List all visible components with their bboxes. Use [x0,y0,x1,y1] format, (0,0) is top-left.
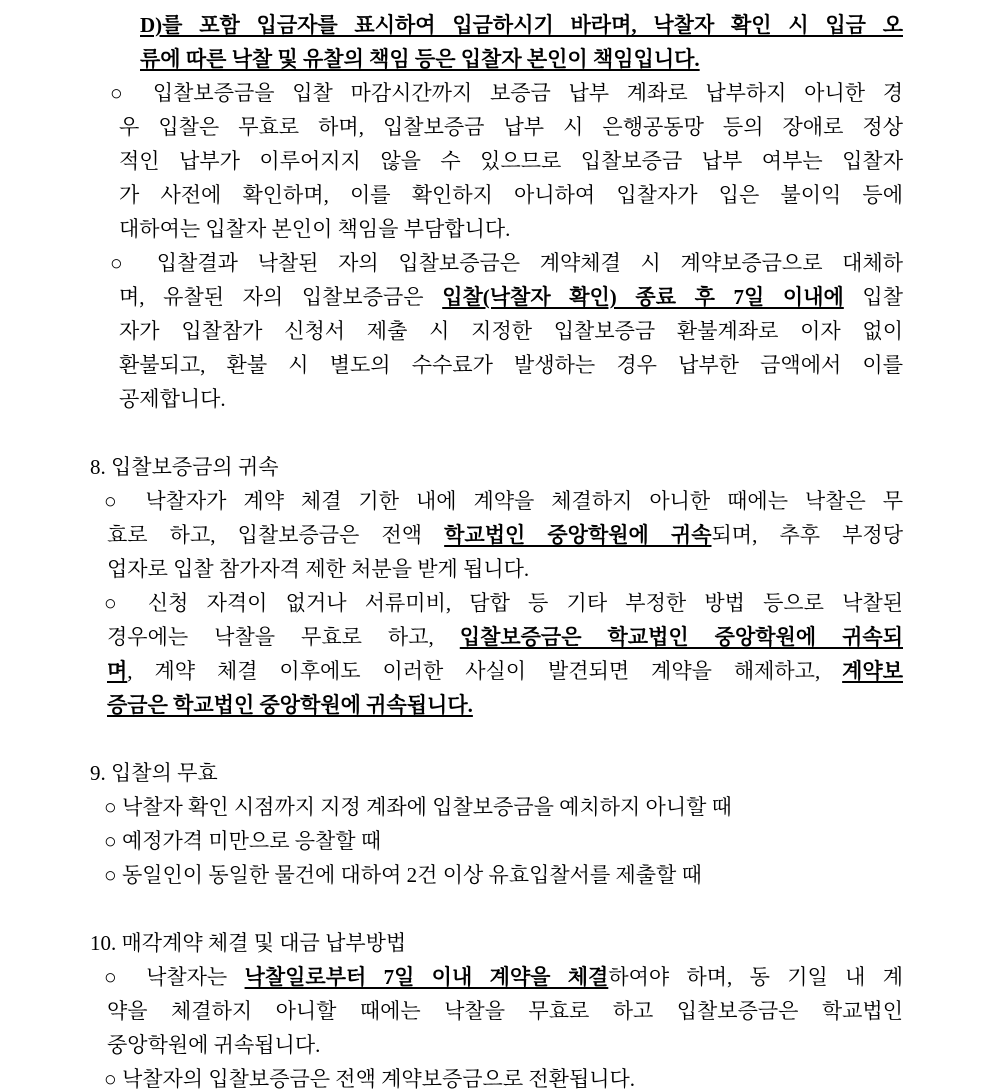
text-line [119,212,903,246]
emphasized-text-run: 낙찰일로부터 7일 이내 계약을 체결 [244,965,609,989]
text-line [119,348,903,382]
text-run: , 계약 체결 이후에도 이러한 사실이 발견되면 계약을 해제하고, [127,659,843,683]
text-run: 10. 매각계약 체결 및 대금 납부방법 [90,931,407,955]
text-run: 적인 납부가 이루어지지 않을 수 있으므로 입찰보증금 납부 여부는 입찰자 [119,149,903,173]
section-heading [90,926,903,960]
text-run: 예정가격 미만으로 응찰할 때 [121,829,382,853]
bullet-line [104,960,903,994]
emphasized-text-run: 입찰(낙찰자 확인) 종료 후 7일 이내에 [442,285,844,309]
text-run: 낙찰자가 계약 체결 기한 내에 계약을 체결하지 아니한 때에는 낙찰은 무 [145,489,903,513]
emphasized-text-run: 학교법인 중앙학원에 귀속 [444,523,712,547]
circle-bullet-icon: ○ [110,251,138,275]
text-run: 자가 입찰참가 신청서 제출 시 지정한 입찰보증금 환불계좌로 이자 없이 [119,319,903,343]
text-run: 동일인이 동일한 물건에 대하여 2건 이상 유효입찰서를 제출할 때 [121,863,702,887]
bullet-line [110,76,903,110]
text-run: 대하여는 입찰자 본인이 책임을 부담합니다. [119,217,511,241]
text-run: 입찰 [843,285,903,309]
text-run: 낙찰자는 [146,965,245,989]
blank-line [0,416,992,450]
bullet-line [104,824,903,858]
text-run: 8. 입찰보증금의 귀속 [90,455,279,479]
circle-bullet-icon: ○ [104,863,117,887]
text-run: 하여야 하며, 동 기일 내 계 [608,965,903,989]
bullet-line [104,790,903,824]
text-line [119,178,903,212]
text-run: 업자로 입찰 참가자격 제한 처분을 받게 됩니다. [107,557,530,581]
text-line [119,314,903,348]
text-line [107,994,903,1028]
circle-bullet-icon: ○ [104,795,117,819]
text-line [140,8,903,42]
text-line [119,110,903,144]
text-run: 가 사전에 확인하며, 이를 확인하지 아니하여 입찰자가 입은 불이익 등에 [119,183,903,207]
text-run: 며, 유찰된 자의 입찰보증금은 [119,285,443,309]
bullet-line [104,1062,903,1091]
section-heading [90,756,903,790]
text-line [107,688,903,722]
text-run: 9. 입찰의 무효 [90,761,218,785]
emphasized-text-run: 류에 따른 낙찰 및 유찰의 책임 등은 입찰자 본인이 책임입니다. [140,47,700,71]
text-run: 약을 체결하지 아니할 때에는 낙찰을 무효로 하고 입찰보증금은 학교법인 [107,999,903,1023]
emphasized-text-run: 계약보 [842,659,903,683]
text-run: 입찰결과 낙찰된 자의 입찰보증금은 계약체결 시 계약보증금으로 대체하 [156,251,903,275]
bullet-line [110,246,903,280]
emphasized-text-run: D)를 포함 입금자를 표시하여 입금하시기 바라며, 낙찰자 확인 시 입금 오 [140,13,903,37]
text-run: 중앙학원에 귀속됩니다. [107,1033,321,1057]
text-line [107,620,903,654]
text-line [107,552,903,586]
bullet-line [104,858,903,892]
text-run: 공제합니다. [119,387,226,411]
text-line [107,518,903,552]
text-line [107,654,903,688]
text-line [119,144,903,178]
bullet-line [104,586,903,620]
text-run: 신청 자격이 없거나 서류미비, 담합 등 기타 부정한 방법 등으로 낙찰된 [147,591,903,615]
emphasized-text-run: 며 [107,659,128,683]
text-run: 환불되고, 환불 시 별도의 수수료가 발생하는 경우 납부한 금액에서 이를 [119,353,903,377]
text-run: 효로 하고, 입찰보증금은 전액 [107,523,445,547]
blank-line [0,722,992,756]
text-run: 입찰보증금을 입찰 마감시간까지 보증금 납부 계좌로 납부하지 아니한 경 [152,81,903,105]
text-line [119,280,903,314]
text-line [107,1028,903,1062]
text-run: 경우에는 낙찰을 무효로 하고, [107,625,460,649]
blank-line [0,892,992,926]
emphasized-text-run: 입찰보증금은 학교법인 중앙학원에 귀속되 [459,625,903,649]
circle-bullet-icon: ○ [104,591,130,615]
section-heading [90,450,903,484]
circle-bullet-icon: ○ [104,965,129,989]
text-run: 낙찰자 확인 시점까지 지정 계좌에 입찰보증금을 예치하지 아니할 때 [121,795,732,819]
emphasized-text-run: 증금은 학교법인 중앙학원에 귀속됩니다. [107,693,473,717]
bullet-line [104,484,903,518]
text-run: 우 입찰은 무효로 하며, 입찰보증금 납부 시 은행공동망 등의 장애로 정상 [119,115,903,139]
text-run: 낙찰자의 입찰보증금은 전액 계약보증금으로 전환됩니다. [121,1067,636,1091]
circle-bullet-icon: ○ [104,1067,117,1091]
circle-bullet-icon: ○ [104,489,129,513]
text-line [140,42,903,76]
circle-bullet-icon: ○ [104,829,117,853]
text-line [119,382,903,416]
circle-bullet-icon: ○ [110,81,136,105]
text-run: 되며, 추후 부정당 [711,523,903,547]
